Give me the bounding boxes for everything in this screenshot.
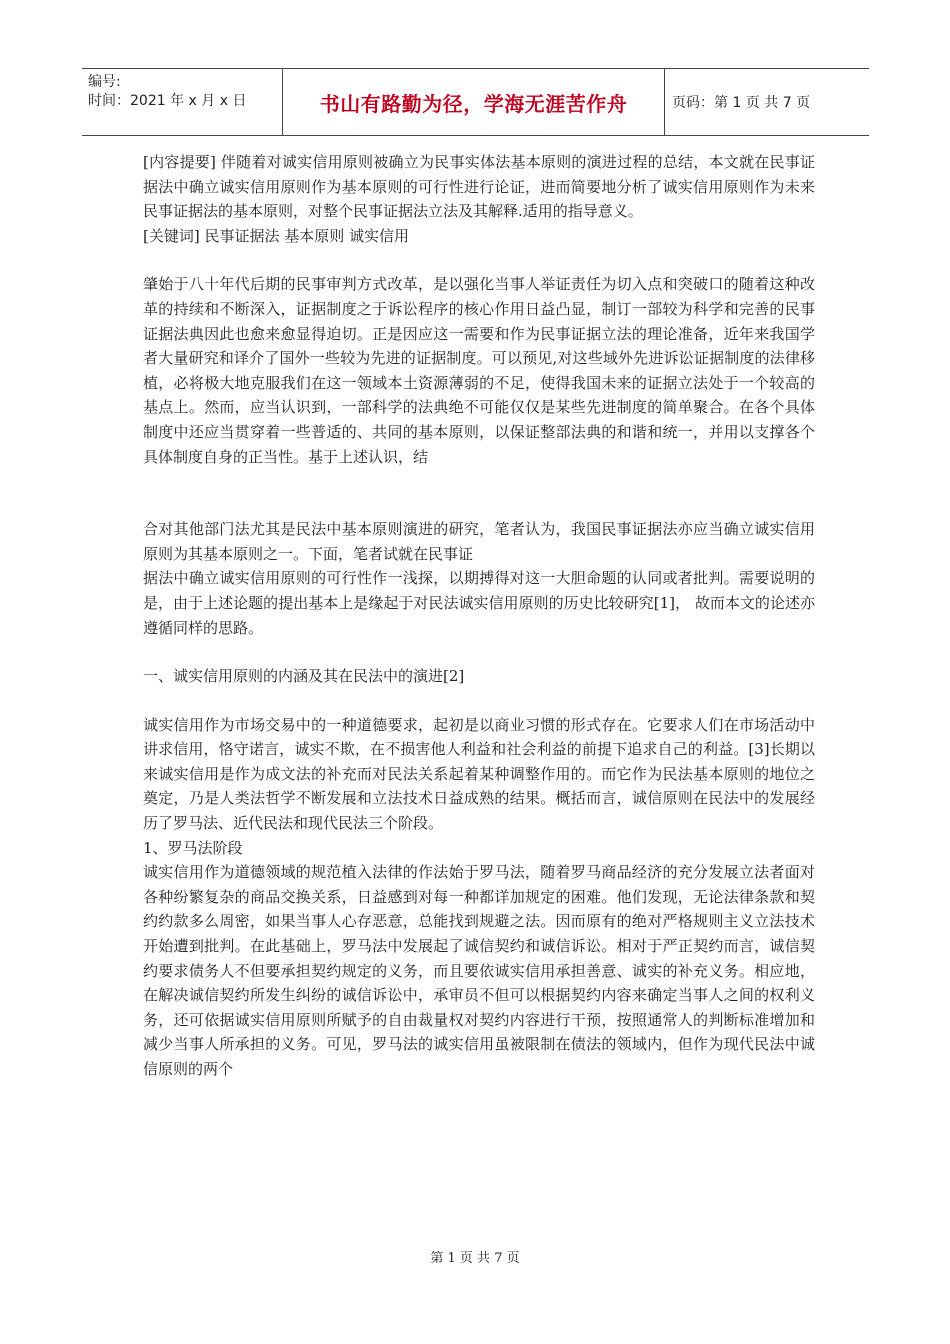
paragraph-2a: 合对其他部门法尤其是民法中基本原则演进的研究，笔者认为，我国民事证据法亦应当确立诚实信用原则为其基本原则之一。下面，笔者试就在民事证 — [143, 520, 815, 563]
motto: 书山有路勤为径，学海无涯苦作舟 — [319, 91, 628, 116]
page-info: 页码：第 1 页 共 7 页 — [672, 95, 811, 111]
paragraph-2b: 据法中确立诚实信用原则的可行性作一浅探，以期搏得对这一大胆命题的认同或者批判。需要说明的是，由于上述论题的提出基本上是缘起于对民法诚实信用原则的历史比较研究[1]， 故而本文的论述亦遵循同样的思路。 — [143, 569, 815, 637]
abstract: [内容提要] 伴随着对诚实信用原则被确立为民事实体法基本原则的演进过程的总结，本文就在民事证据法中确立诚实信用原则作为基本原则的可行性进行论证，进而简要地分析了诚实信用原则作为未来民事证据法的基本原则，对整个民事证据法立法及其解释.适用的指导意义。 — [143, 153, 815, 221]
header-meta — [82, 69, 282, 135]
page-header — [82, 68, 869, 136]
section-heading-2: 1、罗马法阶段 — [143, 838, 243, 857]
header-motto-cell — [282, 69, 665, 135]
number-label: 编号: — [88, 74, 121, 90]
page-footer: 第 1 页 共 7 页 — [430, 1251, 520, 1266]
section-heading-1: 一、诚实信用原则的内涵及其在民法中的演进[2] — [143, 667, 465, 686]
keywords: [关键词] 民事证据法 基本原则 诚实信用 — [143, 226, 410, 245]
paragraph-4: 诚实信用作为道德领域的规范植入法律的作法始于罗马法，随着罗马商品经济的充分发展立法者面对各种纷繁复杂的商品交换关系，日益感到对每一种都详加规定的困难。他们发现，无论法律条款和契约约款多么周密，如果当事人心存恶意，总能找到规避之法。因而原有的绝对严格规则主义立法技术开始遭到批判。在此基础上，罗马法中发展起了诚信契约和诚信诉讼。相对于严正契约而言，诚信契约要求债务人不但要承担契约规定的义务，而且要依诚实信用承担善意、诚实的补充义务。相应地，在解决诚信契约所发生纠纷的诚信诉讼中，承审员不但可以根据契约内容来确定当事人之间的权利义务，还可依据诚实信用原则所赋予的自由裁量权对契约内容进行干预，按照通常人的判断标准增加和减少当事人所承担的义务。可见，罗马法的诚实信用虽被限制在债法的领域内，但作为现代民法中诚信原则的两个 — [143, 863, 815, 1078]
paragraph-3: 诚实信用作为市场交易中的一种道德要求，起初是以商业习惯的形式存在。它要求人们在市场活动中讲求信用，恪守诺言，诚实不欺，在不损害他人利益和社会利益的前提下追求自己的利益。[3]长期以来诚实信用是作为成文法的补充而对民法关系起着某种调整作用的。而它作为民法基本原则的地位之奠定，乃是人类法哲学不断发展和立法技术日益成熟的结果。概括而言，诚信原则在民法中的发展经历了罗马法、近代民法和现代民法三个阶段。 — [143, 715, 815, 833]
date-label: 时间：2021 年 x 月 x 日 — [88, 93, 247, 109]
paragraph-1: 肇始于八十年代后期的民事审判方式改革，是以强化当事人举证责任为切入点和突破口的随着这种改革的持续和不断深入，证据制度之于诉讼程序的核心作用日益凸显，制订一部较为科学和完善的民事证据法典因此也愈来愈显得迫切。正是因应这一需要和作为民事证据立法的理论准备，近年来我国学者大量研究和译介了国外一些较为先进的证据制度。可以预见,对这些域外先进诉讼证据制度的法律移植，必将极大地克服我们在这一领域本土资源薄弱的不足，使得我国未来的证据立法处于一个较高的基点上。然而，应当认识到，一部科学的法典绝不可能仅仅是某些先进制度的简单聚合。在各个具体制度中还应当贯穿着一些普适的、共同的基本原则，以保证整部法典的和谐和统一，并用以支撑各个具体制度自身的正当性。基于上述认识，结 — [143, 275, 815, 466]
document-body — [143, 150, 815, 1082]
